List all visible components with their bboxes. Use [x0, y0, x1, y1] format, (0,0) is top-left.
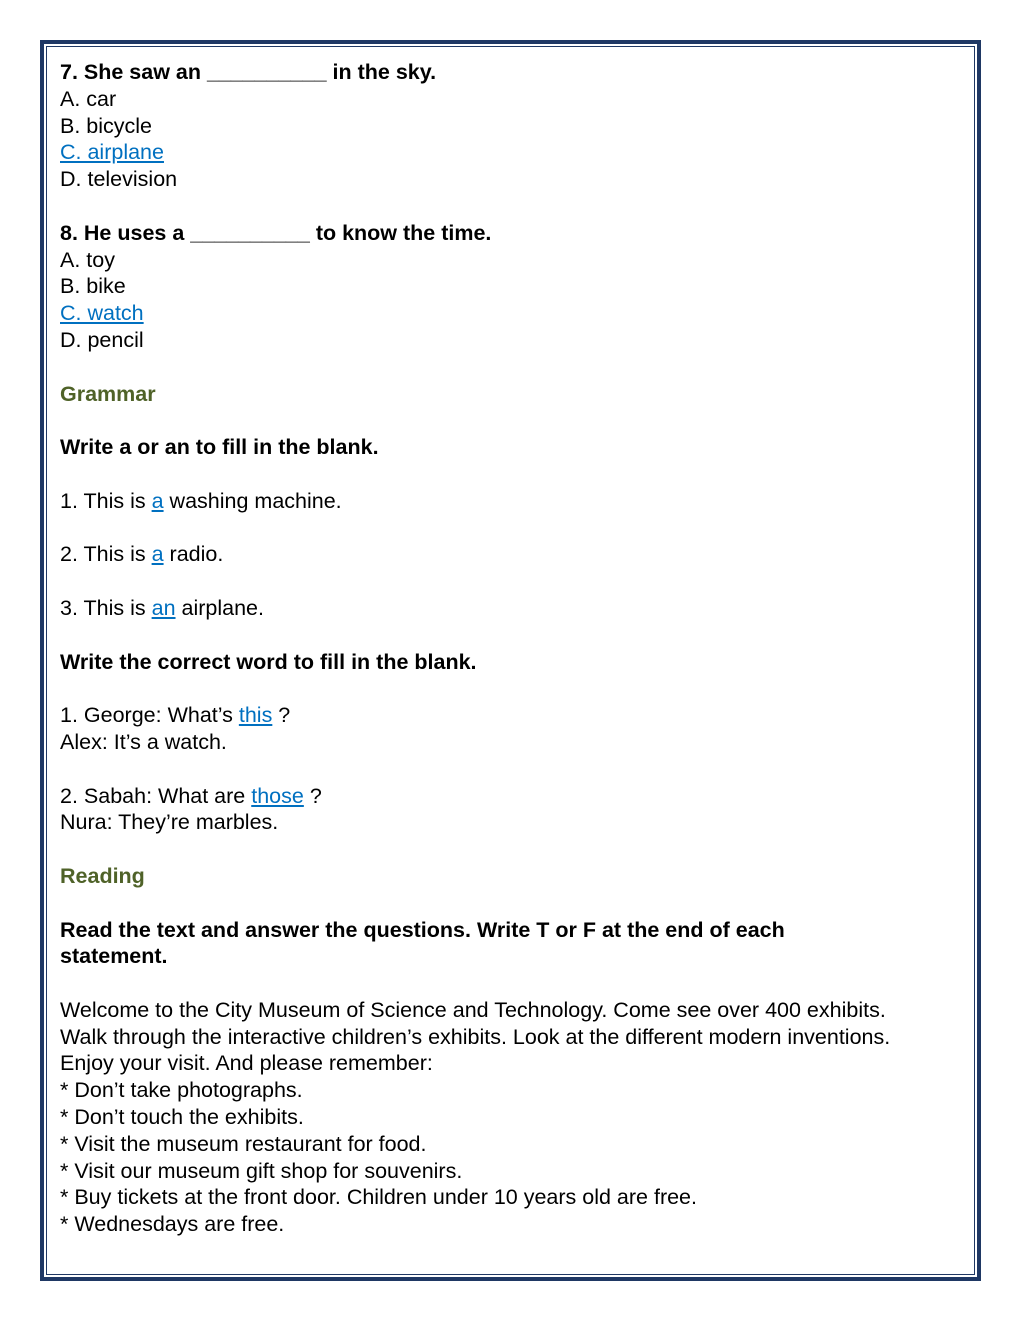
worksheet-content	[60, 59, 965, 1238]
reading-instruction: Read the text and answer the questions. Write T or F at the end of each statement.	[60, 917, 785, 969]
q7-option-d: D. television	[60, 167, 178, 192]
article-answer-2[interactable]: a	[151, 542, 164, 567]
article-item-3: 3. This is an airplane.	[60, 595, 264, 620]
q8-option-b: B. bike	[60, 274, 126, 299]
reading-rule-4: * Visit our museum gift shop for souvenirs.	[60, 1158, 463, 1183]
reading-rule-6: * Wednesdays are free.	[60, 1212, 285, 1237]
q8-option-c-answer[interactable]: C. watch	[60, 301, 144, 326]
q8-option-d: D. pencil	[60, 327, 144, 352]
grammar-heading: Grammar	[60, 381, 156, 406]
question-7: 7. She saw an __________ in the sky.	[60, 60, 437, 84]
grammar-instruction-1: Write a or an to fill in the blank.	[60, 435, 379, 460]
reading-rule-1: * Don’t take photographs.	[60, 1078, 303, 1103]
article-answer-3[interactable]: an	[151, 595, 176, 620]
q7-option-c-answer[interactable]: C. airplane	[60, 140, 164, 165]
dialog-reply-1: Alex: It’s a watch.	[60, 729, 227, 754]
reading-line-1: Welcome to the City Museum of Science and Technology. Come see over 400 exhibits.	[60, 997, 886, 1022]
reading-rule-2: * Don’t touch the exhibits.	[60, 1105, 304, 1130]
q8-option-a: A. toy	[60, 247, 115, 272]
grammar-instruction-2: Write the correct word to fill in the blank.	[60, 649, 477, 674]
q7-option-b: B. bicycle	[60, 113, 153, 138]
dialog-answer-1[interactable]: this	[238, 703, 273, 728]
dialog-item-1: 1. George: What’s this ?	[60, 703, 291, 728]
dialog-item-2: 2. Sabah: What are those ?	[60, 783, 322, 808]
q7-option-a: A. car	[60, 86, 117, 111]
article-answer-1[interactable]: a	[151, 488, 164, 513]
reading-line-3: Enjoy your visit. And please remember:	[60, 1051, 433, 1076]
reading-heading: Reading	[60, 863, 145, 888]
question-8: 8. He uses a __________ to know the time.	[60, 220, 492, 245]
article-item-1: 1. This is a washing machine.	[60, 488, 342, 513]
article-item-2: 2. This is a radio.	[60, 542, 224, 567]
reading-line-2: Walk through the interactive children’s exhibits. Look at the different modern inventions.	[60, 1024, 891, 1049]
reading-rule-5: * Buy tickets at the front door. Children under 10 years old are free.	[60, 1185, 697, 1210]
dialog-reply-2: Nura: They’re marbles.	[60, 810, 279, 835]
dialog-answer-2[interactable]: those	[251, 783, 304, 808]
reading-rule-3: * Visit the museum restaurant for food.	[60, 1131, 427, 1156]
